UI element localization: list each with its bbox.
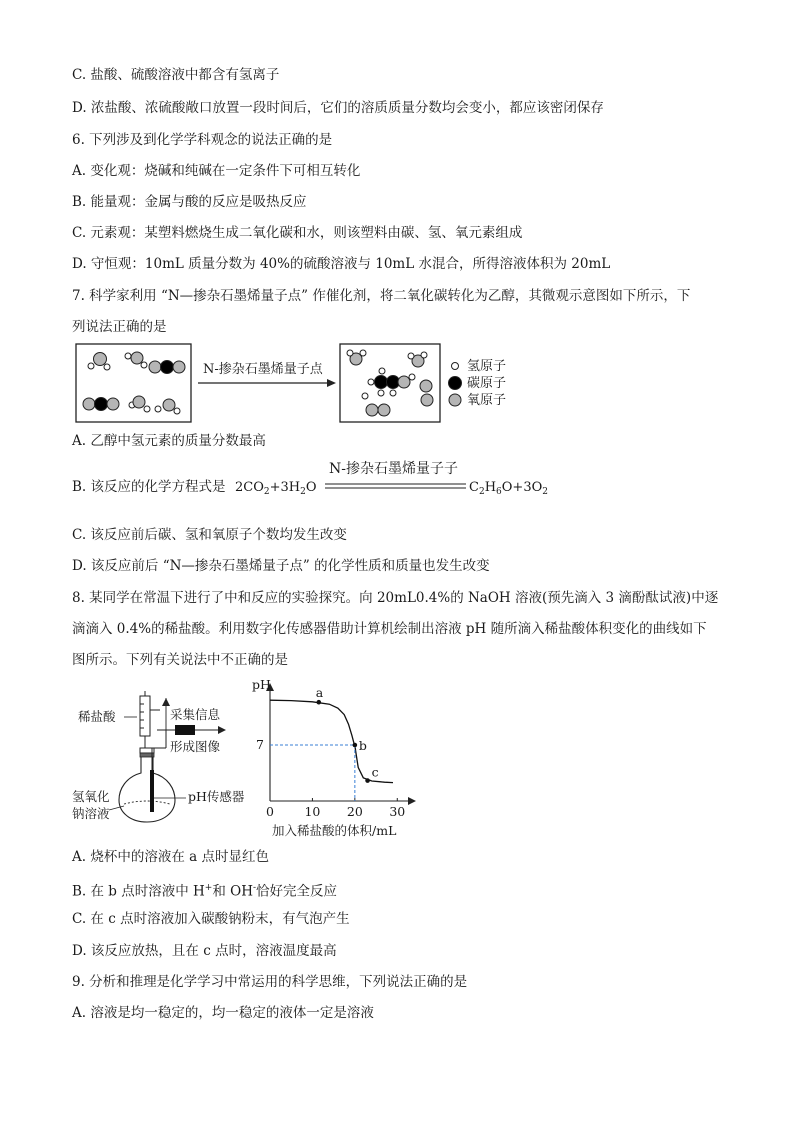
legend-carbon: 碳原子 xyxy=(467,376,507,391)
q8-stem-line3: 图所示。下列有关说法中不正确的是 xyxy=(72,652,288,668)
point-b-label: b xyxy=(358,738,367,753)
image-label: 形成图像 xyxy=(170,739,221,754)
q7-option-b-prefix: B. 该反应的化学方程式是 xyxy=(72,479,226,495)
x-tick-label: 10 xyxy=(304,804,321,819)
q6-option-c: C. 元素观：某塑料燃烧生成二氧化碳和水，则该塑料由碳、氢、氧元素组成 xyxy=(72,225,523,241)
q8-stem-line1: 8. 某同学在常温下进行了中和反应的实验探究。向 20mL0.4%的 NaOH 溶液(预先滴入 3 滴酚酞试液)中逐 xyxy=(72,590,719,606)
chart-axes xyxy=(266,683,416,805)
arrow-label: N-掺杂石墨烯量子点 xyxy=(203,362,323,377)
x-tick-label: 0 xyxy=(266,804,274,819)
q7-option-a: A. 乙醇中氢元素的质量分数最高 xyxy=(72,433,266,449)
q8-option-c: C. 在 c 点时溶液加入碳酸钠粉末，有气泡产生 xyxy=(72,911,350,927)
legend-hydrogen: 氢原子 xyxy=(467,359,507,374)
q8-stem-line2: 滴滴入 0.4%的稀盐酸。利用数字化传感器借助计算机绘制出溶液 pH 随所滴入稀盐酸体积变化的曲线如下 xyxy=(72,621,707,637)
x-tick-label: 20 xyxy=(346,804,363,819)
eq-catalyst: N-掺杂石墨烯量子子 xyxy=(329,461,458,477)
q6-option-b: B. 能量观：金属与酸的反应是吸热反应 xyxy=(72,194,307,210)
x-axis-label: 加入稀盐酸的体积/mL xyxy=(272,823,397,838)
y-tick-label: 7 xyxy=(256,737,264,752)
point-b-marker xyxy=(353,743,358,748)
base-label-1: 氢氧化 xyxy=(72,789,110,804)
q6-option-d: D. 守恒观：10mL 质量分数为 40%的硫酸溶液与 10mL 水混合，所得溶液体积为 20mL xyxy=(72,256,611,272)
x-tick-label: 30 xyxy=(389,804,406,819)
q9-option-a: A. 溶液是均一稳定的，均一稳定的液体一定是溶液 xyxy=(72,1005,374,1021)
q9-stem: 9. 分析和推理是化学学习中常运用的科学思维，下列说法正确的是 xyxy=(72,974,468,990)
q7-stem-line1: 7. 科学家利用 “N—掺杂石墨烯量子点” 作催化剂，将二氧化碳转化为乙醇，其微观示意图如下所示，下 xyxy=(72,288,691,304)
y-axis-label: pH xyxy=(252,677,271,692)
q6-option-a: A. 变化观：烧碱和纯碱在一定条件下可相互转化 xyxy=(72,163,361,179)
point-c-marker xyxy=(365,778,370,783)
eq-right: $C_2H_6O+3O_2$ xyxy=(469,480,548,497)
q5-option-c: C. 盐酸、硫酸溶液中都含有氢离子 xyxy=(72,67,280,83)
q8-option-d: D. 该反应放热，且在 c 点时，溶液温度最高 xyxy=(72,943,337,959)
q6-stem: 6. 下列涉及到化学学科观念的说法正确的是 xyxy=(72,132,333,148)
point-c-label: c xyxy=(371,764,379,780)
point-a-marker xyxy=(316,700,321,705)
collect-label: 采集信息 xyxy=(170,707,221,722)
eq-left: $2CO_2+3H_2O$ xyxy=(235,480,317,497)
q7-stem-line2: 列说法正确的是 xyxy=(72,319,167,335)
q7-option-c: C. 该反应前后碳、氢和氧原子个数均发生改变 xyxy=(72,527,347,543)
q8-option-a: A. 烧杯中的溶液在 a 点时显红色 xyxy=(72,849,269,865)
sensor-label: pH传感器 xyxy=(188,789,245,804)
q7-option-d: D. 该反应前后 “N—掺杂石墨烯量子点” 的化学性质和质量也发生改变 xyxy=(72,558,490,574)
point-a-label: a xyxy=(315,685,324,701)
base-label-2: 钠溶液 xyxy=(72,806,110,821)
q8-option-b: B. 在 b 点时溶液中 H+和 OH-恰好完全反应 xyxy=(72,883,338,900)
legend-oxygen: 氧原子 xyxy=(467,393,507,408)
q5-option-d: D. 浓盐酸、浓硫酸敞口放置一段时间后，它们的溶质质量分数均会变小，都应该密闭保存 xyxy=(72,100,604,116)
acid-label: 稀盐酸 xyxy=(78,709,116,724)
